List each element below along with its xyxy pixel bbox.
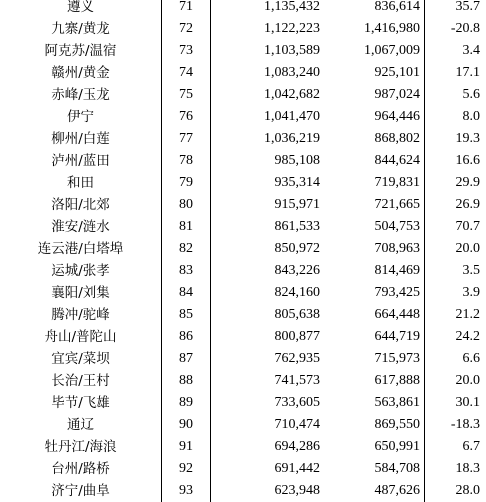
throughput-previous-cell: 487,626 (324, 480, 425, 502)
throughput-current-cell: 1,122,223 (264, 21, 320, 36)
city-cell: 阿克苏/温宿 (0, 40, 162, 62)
rank-cell: 89 (162, 392, 211, 414)
throughput-current-cell: 843,226 (274, 263, 320, 278)
rank-cell: 72 (162, 18, 211, 40)
table-row (0, 392, 486, 414)
city-cell: 腾冲/驼峰 (0, 304, 162, 326)
city-cell: 牡丹江/海浪 (0, 436, 162, 458)
city-cell: 毕节/飞雄 (0, 392, 162, 414)
city-cell: 柳州/白莲 (0, 128, 162, 150)
throughput-current-cell: 1,036,219 (264, 131, 320, 146)
throughput-current-cell: 800,877 (274, 329, 320, 344)
city-cell: 舟山/普陀山 (0, 326, 162, 348)
growth-rate-cell: 17.1 (455, 65, 480, 80)
throughput-current-cell: 1,103,589 (264, 43, 320, 58)
table-row (0, 128, 486, 150)
rank-cell: 81 (162, 216, 211, 238)
throughput-current-cell: 1,042,682 (264, 87, 320, 102)
growth-rate-cell: 21.2 (455, 307, 480, 322)
table-row (0, 480, 486, 502)
growth-rate-cell: 3.4 (462, 43, 480, 58)
city-cell: 洛阳/北郊 (0, 194, 162, 216)
table-row (0, 414, 486, 436)
growth-rate-cell: 24.2 (455, 329, 480, 344)
table-row (0, 348, 486, 370)
throughput-previous-cell: 664,448 (324, 304, 425, 326)
rank-cell: 84 (162, 282, 211, 304)
growth-rate-cell: 8.0 (462, 109, 480, 124)
table-row (0, 370, 486, 392)
throughput-previous-cell: 563,861 (324, 392, 425, 414)
city-cell: 和田 (0, 172, 162, 194)
table-row (0, 216, 486, 238)
throughput-current-cell: 762,935 (274, 351, 320, 366)
city-cell: 泸州/蓝田 (0, 150, 162, 172)
throughput-previous-cell: 1,416,980 (324, 18, 425, 40)
throughput-previous-cell: 964,446 (324, 106, 425, 128)
table-row (0, 172, 486, 194)
city-cell: 宜宾/菜坝 (0, 348, 162, 370)
table-row (0, 0, 486, 18)
city-cell: 连云港/白塔埠 (0, 238, 162, 260)
throughput-current-cell: 824,160 (274, 285, 320, 300)
throughput-current-cell: 1,041,470 (264, 109, 320, 124)
table-row (0, 282, 486, 304)
city-cell: 通辽 (0, 414, 162, 436)
table-row (0, 238, 486, 260)
growth-rate-cell: 3.5 (462, 263, 480, 278)
throughput-current-cell: 691,442 (274, 461, 320, 476)
throughput-current-cell: 733,605 (274, 395, 320, 410)
rank-cell: 83 (162, 260, 211, 282)
growth-rate-cell: 30.1 (455, 395, 480, 410)
city-cell: 台州/路桥 (0, 458, 162, 480)
table-row (0, 150, 486, 172)
city-cell: 襄阳/刘集 (0, 282, 162, 304)
throughput-current-cell: 850,972 (274, 241, 320, 256)
throughput-current-cell: 623,948 (274, 483, 320, 498)
throughput-previous-cell: 814,469 (324, 260, 425, 282)
rank-cell: 77 (162, 128, 211, 150)
table-row (0, 194, 486, 216)
rank-cell: 73 (162, 40, 211, 62)
city-cell: 运城/张孝 (0, 260, 162, 282)
throughput-previous-cell: 719,831 (324, 172, 425, 194)
table-row (0, 436, 486, 458)
growth-rate-cell: 6.6 (462, 351, 480, 366)
rank-cell: 80 (162, 194, 211, 216)
throughput-previous-cell: 793,425 (324, 282, 425, 304)
rank-cell: 71 (162, 0, 211, 18)
throughput-previous-cell: 617,888 (324, 370, 425, 392)
throughput-previous-cell: 844,624 (324, 150, 425, 172)
growth-rate-cell: 16.6 (455, 153, 480, 168)
throughput-current-cell: 741,573 (274, 373, 320, 388)
rank-cell: 90 (162, 414, 211, 436)
throughput-previous-cell: 715,973 (324, 348, 425, 370)
throughput-previous-cell: 925,101 (324, 62, 425, 84)
throughput-previous-cell: 868,802 (324, 128, 425, 150)
rank-cell: 82 (162, 238, 211, 260)
throughput-previous-cell: 708,963 (324, 238, 425, 260)
growth-rate-cell: 5.6 (462, 87, 480, 102)
rank-cell: 79 (162, 172, 211, 194)
throughput-current-cell: 710,474 (274, 417, 320, 432)
growth-rate-cell: -18.3 (450, 417, 480, 432)
growth-rate-cell: 20.0 (455, 241, 480, 256)
city-cell: 遵义 (0, 0, 162, 18)
city-cell: 九寨/黄龙 (0, 18, 162, 40)
rank-cell: 76 (162, 106, 211, 128)
city-cell: 伊宁 (0, 106, 162, 128)
throughput-current-cell: 805,638 (274, 307, 320, 322)
throughput-previous-cell: 584,708 (324, 458, 425, 480)
city-cell: 赣州/黄金 (0, 62, 162, 84)
throughput-previous-cell: 721,665 (324, 194, 425, 216)
throughput-previous-cell: 836,614 (324, 0, 425, 18)
throughput-previous-cell: 1,067,009 (324, 40, 425, 62)
rank-cell: 75 (162, 84, 211, 106)
throughput-previous-cell: 644,719 (324, 326, 425, 348)
growth-rate-cell: 26.9 (455, 197, 480, 212)
throughput-current-cell: 985,108 (274, 153, 320, 168)
growth-rate-cell: 28.0 (455, 483, 480, 498)
growth-rate-cell: 35.7 (455, 0, 480, 14)
rank-cell: 85 (162, 304, 211, 326)
growth-rate-cell: 29.9 (455, 175, 480, 190)
throughput-current-cell: 861,533 (274, 219, 320, 234)
table-row (0, 84, 486, 106)
rank-cell: 86 (162, 326, 211, 348)
throughput-previous-cell: 504,753 (324, 216, 425, 238)
throughput-current-cell: 1,135,432 (264, 0, 320, 14)
table-row (0, 326, 486, 348)
throughput-current-cell: 1,083,240 (264, 65, 320, 80)
growth-rate-cell: 20.0 (455, 373, 480, 388)
city-cell: 济宁/曲阜 (0, 480, 162, 502)
growth-rate-cell: 3.9 (462, 285, 480, 300)
rank-cell: 78 (162, 150, 211, 172)
table-row (0, 18, 486, 40)
growth-rate-cell: 18.3 (455, 461, 480, 476)
table-row (0, 304, 486, 326)
rank-cell: 87 (162, 348, 211, 370)
table-row (0, 106, 486, 128)
city-cell: 赤峰/玉龙 (0, 84, 162, 106)
rank-cell: 74 (162, 62, 211, 84)
table-row (0, 260, 486, 282)
rank-cell: 93 (162, 480, 211, 502)
city-cell: 淮安/涟水 (0, 216, 162, 238)
table-row (0, 40, 486, 62)
rank-cell: 88 (162, 370, 211, 392)
throughput-previous-cell: 987,024 (324, 84, 425, 106)
table-row (0, 62, 486, 84)
growth-rate-cell: -20.8 (450, 21, 480, 36)
table-row (0, 458, 486, 480)
growth-rate-cell: 6.7 (462, 439, 480, 454)
rank-cell: 92 (162, 458, 211, 480)
growth-rate-cell: 70.7 (455, 219, 480, 234)
rank-cell: 91 (162, 436, 211, 458)
throughput-current-cell: 935,314 (274, 175, 320, 190)
throughput-previous-cell: 869,550 (324, 414, 425, 436)
throughput-current-cell: 694,286 (274, 439, 320, 454)
throughput-current-cell: 915,971 (274, 197, 320, 212)
growth-rate-cell: 19.3 (455, 131, 480, 146)
city-cell: 长治/王村 (0, 370, 162, 392)
throughput-previous-cell: 650,991 (324, 436, 425, 458)
